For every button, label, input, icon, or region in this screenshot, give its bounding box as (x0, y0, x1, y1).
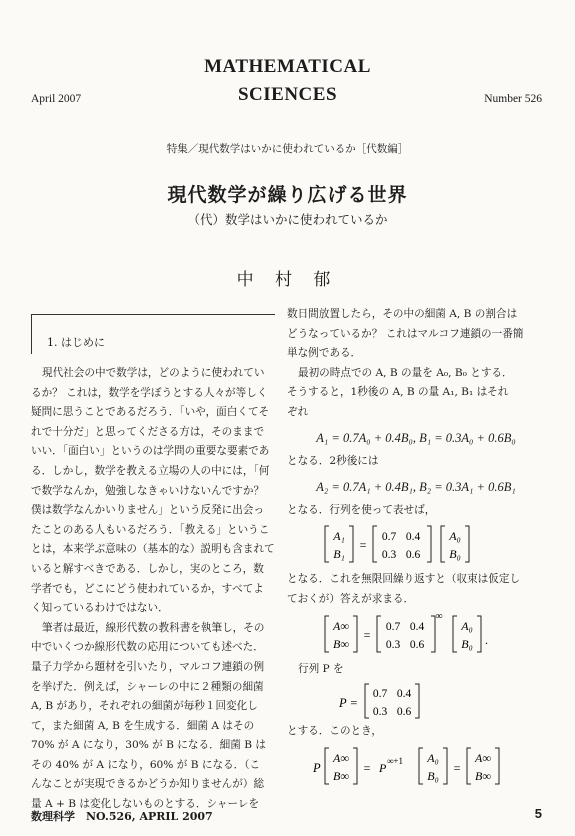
equals-sign: = (363, 761, 371, 775)
vector-entry: A∞ (333, 751, 349, 765)
text-line: どうなっているか？ これはマルコフ連鎖の一番簡 (287, 327, 524, 340)
text-line: れで十分だ」と思ってくださる方は，そのままで (31, 425, 265, 438)
text-line: 70% が A になり，30% が B になる．細菌 B は (31, 739, 266, 752)
article-subtitle: （代）数学はいかに使われているか (187, 212, 388, 227)
matrix-entry: 0.3 (381, 549, 397, 561)
text-line: て，また細菌 A, B を生成する．細菌 A はその (31, 719, 255, 732)
text-line: ぞれ (287, 405, 309, 418)
text-line: とする．このとき， (287, 725, 382, 737)
matrix-entry: 0.4 (409, 621, 425, 633)
text-line: となる．行列を使って表せば， (287, 504, 436, 516)
matrix-p-symbol: P (313, 761, 321, 775)
text-line: 僕は数学なんかいりません」という反発に出会っ (31, 504, 265, 517)
text-line: を挙げた．例えば，シャーレの中に２種類の細菌 (31, 680, 264, 693)
magazine-title-line2: SCIENCES (237, 84, 338, 105)
infinity-exponent: ∞ (435, 611, 443, 622)
equation-2: A₂ = 0.7A₁ + 0.4B₁, B₂ = 0.3A₁ + 0.6B₁ (316, 480, 516, 494)
text-line: そうすると，1秒後の A, B の量 A₁, B₁ はそれ (287, 386, 509, 399)
text-line: A, B があり，それぞれの細菌が毎秒１回変化し (31, 700, 258, 713)
text-line: 現代社会の中で数学は，どのように使われてい (42, 367, 265, 379)
text-line: ておくが）答えが求まる． (287, 592, 415, 605)
text-line: 中でいくつか線形代数の応用についても述べた． (31, 641, 264, 654)
matrix-p-definition (287, 680, 545, 722)
matrix-entry: 0.7 (381, 531, 397, 543)
matrix-power-base: P (379, 761, 387, 775)
text-line: んなことが実現できるかどうか知りませんが）総 (31, 778, 265, 791)
matrix-entry: 0.3 (385, 639, 401, 651)
text-line: る．しかし，数学を教える立場の人の中には，「何 (31, 464, 270, 477)
matrix-equation-1 (287, 520, 545, 568)
text-line: 筆者は最近，線形代数の教科書を執筆し，その (42, 621, 265, 634)
vector-entry: B∞ (333, 769, 349, 783)
vector-entry: A₀ (449, 529, 461, 543)
article-title: 現代数学が繰り広げる世界 (167, 184, 408, 206)
author-name: 中 村 郁 (236, 270, 339, 290)
right-column-top (287, 305, 545, 423)
issue-date: April 2007 (31, 93, 82, 105)
equals-sign: = (359, 538, 367, 552)
matrix-equation-2 (287, 608, 545, 658)
vector-entry: A₀ (427, 751, 439, 765)
vector-entry: A∞ (333, 619, 349, 633)
text-line: るか？ これは，数学を学ぼうとする人々が等しく (31, 386, 268, 399)
vector-entry: A∞ (475, 751, 491, 765)
section-heading-box (31, 314, 275, 354)
text-line: 行列 P を (298, 663, 344, 675)
matrix-entry: 0.6 (396, 706, 412, 718)
text-line: 数日間放置したら，その中の細菌 A, B の割合は (287, 308, 518, 320)
matrix-entry: 0.6 (409, 639, 425, 651)
text-line: いると解すべきである．しかし，実のところ，数 (31, 562, 264, 575)
vector-entry: B∞ (475, 769, 491, 783)
text-line: 単な例である． (287, 347, 362, 360)
matrix-equation-3 (287, 742, 545, 790)
text-line: 学者でも，どこにどう使われているか，すべてよ (31, 582, 264, 595)
vector-entry: B₀ (461, 637, 473, 651)
text-line: 最初の時点での A, B の量を A₀, B₀ とする． (298, 366, 513, 379)
series-title: 特集／現代数学はいかに使われているか［代数編］ (166, 143, 409, 155)
text-line: となる．2秒後には (287, 455, 379, 467)
matrix-entry: 0.3 (372, 706, 388, 718)
text-line: となる．これを無限回繰り返すと（収束は仮定し (287, 573, 521, 585)
page-number: 5 (534, 806, 542, 821)
vector-entry: B₁ (333, 547, 345, 561)
vector-entry: B∞ (333, 637, 349, 651)
vector-entry: B₀ (427, 769, 439, 783)
vector-entry: A₁ (333, 529, 345, 543)
text-line: 疑問に思うことであるだろう．「いや，面白くてそ (31, 406, 270, 419)
vector-entry: A₀ (461, 619, 473, 633)
matrix-entry: 0.4 (396, 688, 412, 700)
matrix-entry: 0.7 (385, 621, 401, 633)
section-heading: 1. はじめに (47, 336, 105, 349)
equals-sign: = (453, 761, 461, 775)
text-line: その 40% が A になり，60% が B になる．（こ (31, 758, 261, 771)
equals-sign: = (363, 628, 371, 642)
matrix-power-exponent: ∞+1 (387, 756, 403, 766)
magazine-title-line1: MATHEMATICAL (204, 56, 371, 77)
equation-1: A₁ = 0.7A₀ + 0.4B₀, B₁ = 0.3A₀ + 0.6B₀ (316, 431, 516, 445)
vector-entry: B₀ (449, 547, 461, 561)
period: . (485, 633, 488, 647)
text-line: 量子力学から題材を引いたり，マルコフ連鎖の例 (31, 660, 265, 673)
matrix-entry: 0.6 (405, 549, 421, 561)
issue-number: Number 526 (484, 93, 542, 105)
text-line: たことのある人もいるだろう．「教える」というこ (31, 523, 270, 536)
text-line: く知っているわけではない． (31, 602, 169, 615)
text-line: いい．「面白い」というのは学問の重要な要素であ (31, 445, 270, 458)
right-column-mid (287, 570, 545, 609)
text-line: 量 A + B は変化しないものとする．シャーレを (31, 798, 260, 811)
matrix-p-label: P = (339, 696, 358, 710)
footer-journal: 数理科学 NO.526, APRIL 2007 (31, 810, 213, 823)
text-line: とは，本来学ぶ意味の（基本的な）説明も含まれて (31, 543, 275, 556)
matrix-entry: 0.4 (405, 531, 421, 543)
left-column (31, 364, 277, 815)
matrix-entry: 0.7 (372, 688, 388, 700)
text-line: で数学なんか，勉強しなきゃいけないんですか？ (31, 484, 265, 497)
